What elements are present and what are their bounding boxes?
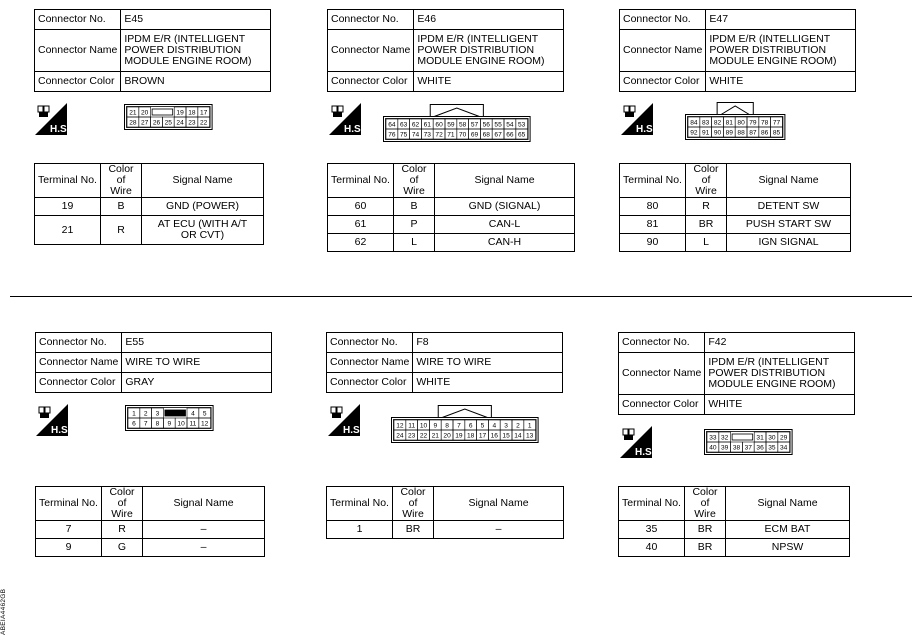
connector-info-table (35, 332, 272, 393)
signal-name: CAN-L (435, 216, 575, 234)
pin-number: 7 (143, 420, 148, 428)
pin-number: 4 (492, 422, 497, 430)
connector-block-f42 (618, 332, 855, 415)
wire-color: R (686, 198, 727, 216)
signal-name: PUSH START SW (727, 216, 851, 234)
pin-number: 5 (202, 410, 207, 418)
pin-number: 60 (435, 121, 443, 129)
pin-number: 1 (527, 422, 532, 430)
wire-color-header: Color of Wire (394, 164, 435, 198)
pin-number: 23 (188, 119, 196, 127)
connector-face-diagram (685, 102, 785, 140)
terminal-no: 40 (619, 539, 685, 557)
pin-number: 27 (141, 119, 149, 127)
pin-number: 24 (396, 432, 404, 440)
connector-name-value (121, 30, 271, 72)
pin-number: 3 (155, 410, 160, 418)
hs-harness-side-icon (329, 103, 364, 135)
wire-color: BR (686, 216, 727, 234)
pin-number: 65 (518, 131, 526, 139)
connector-name-line: MODULE ENGINE ROOM) (709, 55, 837, 67)
pin-number: 18 (188, 109, 196, 117)
connector-name-line: IPDM E/R (INTELLIGENT (124, 33, 246, 45)
wire-color: L (686, 234, 727, 252)
wire-color-header: Color of Wire (101, 164, 142, 198)
pin-number: 86 (761, 129, 769, 137)
connector-no-value: E45 (121, 10, 271, 30)
connector-name-line: MODULE ENGINE ROOM) (417, 55, 545, 67)
connector-name-line: POWER DISTRIBUTION (124, 44, 242, 56)
hs-harness-side-icon (621, 103, 656, 135)
connector-color-label: Connector Color (328, 72, 414, 92)
pin-number: 68 (482, 131, 490, 139)
signal-name: – (143, 539, 265, 557)
terminal-no: 1 (327, 521, 393, 539)
connector-name-line: POWER DISTRIBUTION (417, 44, 535, 56)
pin-number: 34 (780, 444, 788, 452)
pin-number: 64 (388, 121, 396, 129)
pin-number: 85 (772, 129, 781, 137)
signal-name: DETENT SW (727, 198, 851, 216)
pin-number: 19 (176, 109, 184, 117)
pin-number: 39 (721, 444, 729, 452)
connector-name-value (706, 30, 856, 72)
connector-color-value: BROWN (121, 72, 271, 92)
connector-color-label: Connector Color (620, 72, 706, 92)
connector-name-label: Connector Name (36, 353, 122, 373)
terminal-no: 35 (619, 521, 685, 539)
pin-number: 20 (443, 432, 451, 440)
terminal-no: 80 (620, 198, 686, 216)
pin-number: 61 (423, 121, 431, 129)
connector-no-value: E46 (414, 10, 564, 30)
pin-number: 13 (526, 432, 534, 440)
pin-number: 90 (713, 129, 722, 137)
pin-number: 69 (470, 131, 479, 139)
blank-cavity (152, 109, 173, 115)
signal-name: AT ECU (WITH A/T OR CVT) (142, 216, 264, 245)
connector-name-label: Connector Name (327, 353, 413, 373)
pin-number: 5 (480, 422, 485, 430)
pin-number: 6 (132, 420, 136, 428)
pin-number: 25 (164, 119, 172, 127)
connector-no-label: Connector No. (328, 10, 414, 30)
connector-name-label: Connector Name (328, 30, 414, 72)
pin-number: 7 (457, 422, 461, 430)
wire-color: R (102, 521, 143, 539)
pin-number: 75 (400, 131, 408, 139)
hs-label: H.S. (343, 425, 363, 436)
connector-info-table (34, 9, 271, 92)
pin-number: 32 (721, 434, 729, 442)
hs-label: H.S. (50, 124, 70, 135)
connector-color-label: Connector Color (619, 395, 705, 415)
pin-number: 2 (516, 422, 520, 430)
pin-number: 10 (177, 420, 185, 428)
pin-number: 21 (431, 432, 439, 440)
hs-harness-side-icon (620, 426, 655, 458)
connector-color-value: WHITE (413, 373, 563, 393)
pin-number: 38 (732, 444, 741, 452)
terminal-no: 81 (620, 216, 686, 234)
connector-color-label: Connector Color (36, 373, 122, 393)
pin-number: 78 (761, 119, 769, 127)
hs-label: H.S. (636, 124, 656, 135)
pin-number: 36 (756, 444, 764, 452)
pin-number: 57 (470, 121, 479, 129)
pin-number: 18 (467, 432, 475, 440)
terminal-table (34, 163, 264, 245)
signal-name: – (434, 521, 564, 539)
pin-number: 55 (494, 121, 502, 129)
terminal-no: 60 (328, 198, 394, 216)
pin-number: 53 (518, 121, 526, 129)
pin-number: 26 (152, 119, 161, 127)
pin-number: 19 (455, 432, 463, 440)
hs-label: H.S. (635, 447, 655, 458)
pin-number: 8 (445, 422, 449, 430)
terminal-table (619, 163, 851, 252)
wire-color-header: Color of Wire (686, 164, 727, 198)
pin-number: 17 (478, 432, 487, 440)
connector-no-label: Connector No. (35, 10, 121, 30)
connector-no-label: Connector No. (36, 333, 122, 353)
wire-color: G (102, 539, 143, 557)
pin-number: 22 (200, 119, 208, 127)
connector-name-label: Connector Name (620, 30, 706, 72)
blank-cavity (165, 410, 186, 416)
pin-number: 63 (400, 121, 408, 129)
pin-number: 73 (423, 131, 431, 139)
signal-name-header: Signal Name (727, 164, 851, 198)
connector-face-diagram (704, 429, 793, 455)
pin-number: 84 (690, 119, 698, 127)
pin-number: 62 (411, 121, 420, 129)
hs-harness-side-icon (36, 404, 71, 436)
connector-name-label: Connector Name (619, 353, 705, 395)
pin-number: 37 (744, 444, 752, 452)
terminal-no-header: Terminal No. (619, 487, 685, 521)
connector-no-value: E47 (706, 10, 856, 30)
connector-name-line: IPDM E/R (INTELLIGENT (708, 356, 830, 368)
pin-number: 33 (709, 434, 717, 442)
pin-number: 89 (725, 129, 733, 137)
connector-color-label: Connector Color (327, 373, 413, 393)
pin-number: 71 (447, 131, 455, 139)
connector-face-diagram (125, 405, 214, 431)
signal-name-header: Signal Name (726, 487, 850, 521)
connector-name-line: POWER DISTRIBUTION (709, 44, 827, 56)
wire-color: BR (393, 521, 434, 539)
pin-number: 2 (143, 410, 148, 418)
terminal-no: 7 (36, 521, 102, 539)
connector-name-label: Connector Name (35, 30, 121, 72)
pin-number: 16 (490, 432, 498, 440)
pin-number: 76 (388, 131, 396, 139)
pin-number: 6 (468, 422, 473, 430)
pin-number: 66 (506, 131, 514, 139)
wire-color: L (394, 234, 435, 252)
hs-label: H.S. (344, 124, 364, 135)
pin-number: 12 (396, 422, 404, 430)
connector-face-diagram (391, 405, 539, 443)
connector-block-f8 (326, 332, 563, 393)
terminal-table (326, 486, 564, 539)
terminal-no: 90 (620, 234, 686, 252)
wire-color: BR (685, 539, 726, 557)
terminal-no: 62 (328, 234, 394, 252)
pin-number: 54 (506, 121, 514, 129)
pin-number: 72 (435, 131, 443, 139)
pin-number: 35 (768, 444, 776, 452)
connector-color-label: Connector Color (35, 72, 121, 92)
pin-number: 20 (141, 109, 149, 117)
connector-info-table (326, 332, 563, 393)
hs-harness-side-icon (328, 404, 363, 436)
connector-color-value: WHITE (414, 72, 564, 92)
terminal-no: 9 (36, 539, 102, 557)
pin-number: 59 (447, 121, 455, 129)
connector-block-e55 (35, 332, 272, 393)
terminal-no: 19 (35, 198, 101, 216)
pin-number: 81 (725, 119, 733, 127)
signal-name: GND (SIGNAL) (435, 198, 575, 216)
connector-name-line: MODULE ENGINE ROOM) (708, 378, 836, 390)
connector-name-value (414, 30, 564, 72)
pin-number: 80 (737, 119, 745, 127)
pin-number: 8 (155, 420, 160, 428)
connector-face-diagram (124, 104, 213, 130)
hs-harness-side-icon (35, 103, 70, 135)
terminal-no-header: Terminal No. (36, 487, 102, 521)
pin-number: 23 (408, 432, 416, 440)
connector-no-value: F8 (413, 333, 563, 353)
connector-name-value: WIRE TO WIRE (122, 353, 272, 373)
connector-no-label: Connector No. (619, 333, 705, 353)
signal-name: CAN-H (435, 234, 575, 252)
pin-number: 40 (709, 444, 717, 452)
section-divider (10, 296, 912, 297)
pin-number: 92 (690, 129, 698, 137)
terminal-no: 21 (35, 216, 101, 245)
connector-block-e45 (34, 9, 271, 92)
wire-color-header: Color of Wire (685, 487, 726, 521)
pin-number: 1 (132, 410, 136, 418)
hs-label: H.S. (51, 425, 71, 436)
pin-number: 12 (201, 420, 209, 428)
pin-number: 74 (411, 131, 420, 139)
pin-number: 11 (189, 420, 197, 428)
connector-info-table (618, 332, 855, 415)
wire-color: B (101, 198, 142, 216)
wire-color-header: Color of Wire (102, 487, 143, 521)
terminal-no-header: Terminal No. (328, 164, 394, 198)
connector-no-label: Connector No. (620, 10, 706, 30)
connector-no-value: F42 (705, 333, 855, 353)
pin-number: 9 (433, 422, 438, 430)
connector-no-label: Connector No. (327, 333, 413, 353)
wire-color: BR (685, 521, 726, 539)
pin-number: 79 (749, 119, 757, 127)
pin-number: 4 (191, 410, 195, 418)
terminal-no-header: Terminal No. (620, 164, 686, 198)
signal-name: ECM BAT (726, 521, 850, 539)
connector-no-value: E55 (122, 333, 272, 353)
pin-number: 67 (494, 131, 502, 139)
pin-number: 29 (780, 434, 788, 442)
connector-info-table (619, 9, 856, 92)
pin-number: 56 (482, 121, 490, 129)
signal-name: – (143, 521, 265, 539)
terminal-table (618, 486, 850, 557)
terminal-table (35, 486, 265, 557)
document-code: ABEIA4462GB (0, 588, 7, 635)
wire-color: P (394, 216, 435, 234)
blank-cavity (732, 434, 753, 440)
pin-number: 83 (702, 119, 710, 127)
connector-color-value: WHITE (705, 395, 855, 415)
pin-number: 28 (129, 119, 137, 127)
pin-number: 70 (459, 131, 467, 139)
pin-number: 10 (419, 422, 428, 430)
connector-color-value: WHITE (706, 72, 856, 92)
terminal-no: 61 (328, 216, 394, 234)
signal-name-header: Signal Name (143, 487, 265, 521)
signal-name-header: Signal Name (435, 164, 575, 198)
connector-name-line: POWER DISTRIBUTION (708, 367, 826, 379)
signal-name: NPSW (726, 539, 850, 557)
connector-color-value: GRAY (122, 373, 272, 393)
signal-name-header: Signal Name (434, 487, 564, 521)
connector-info-table (327, 9, 564, 92)
pin-number: 91 (702, 129, 710, 137)
pin-number: 58 (459, 121, 467, 129)
wire-color: B (394, 198, 435, 216)
signal-name: IGN SIGNAL (727, 234, 851, 252)
pin-number: 30 (768, 434, 776, 442)
connector-block-e46 (327, 9, 564, 92)
pin-number: 3 (504, 422, 508, 430)
signal-name-header: Signal Name (142, 164, 264, 198)
signal-name: GND (POWER) (142, 198, 264, 216)
pin-number: 17 (200, 109, 208, 117)
pin-number: 88 (737, 129, 745, 137)
connector-name-line: MODULE ENGINE ROOM) (124, 55, 252, 67)
connector-block-e47 (619, 9, 856, 92)
pin-number: 15 (502, 432, 510, 440)
pin-number: 82 (713, 119, 722, 127)
terminal-no-header: Terminal No. (327, 487, 393, 521)
connector-face-diagram (383, 104, 531, 142)
pin-number: 14 (514, 432, 522, 440)
terminal-no-header: Terminal No. (35, 164, 101, 198)
pin-number: 11 (408, 422, 416, 430)
wire-color-header: Color of Wire (393, 487, 434, 521)
connector-name-line: IPDM E/R (INTELLIGENT (709, 33, 831, 45)
pin-number: 9 (167, 420, 172, 428)
terminal-table (327, 163, 575, 252)
connector-name-value (705, 353, 855, 395)
pin-number: 31 (756, 434, 764, 442)
pin-number: 22 (419, 432, 428, 440)
connector-name-line: IPDM E/R (INTELLIGENT (417, 33, 539, 45)
connector-name-value: WIRE TO WIRE (413, 353, 563, 373)
pin-number: 87 (749, 129, 757, 137)
pin-number: 21 (129, 109, 137, 117)
pin-number: 77 (772, 119, 781, 127)
pin-number: 24 (176, 119, 184, 127)
wire-color: R (101, 216, 142, 245)
